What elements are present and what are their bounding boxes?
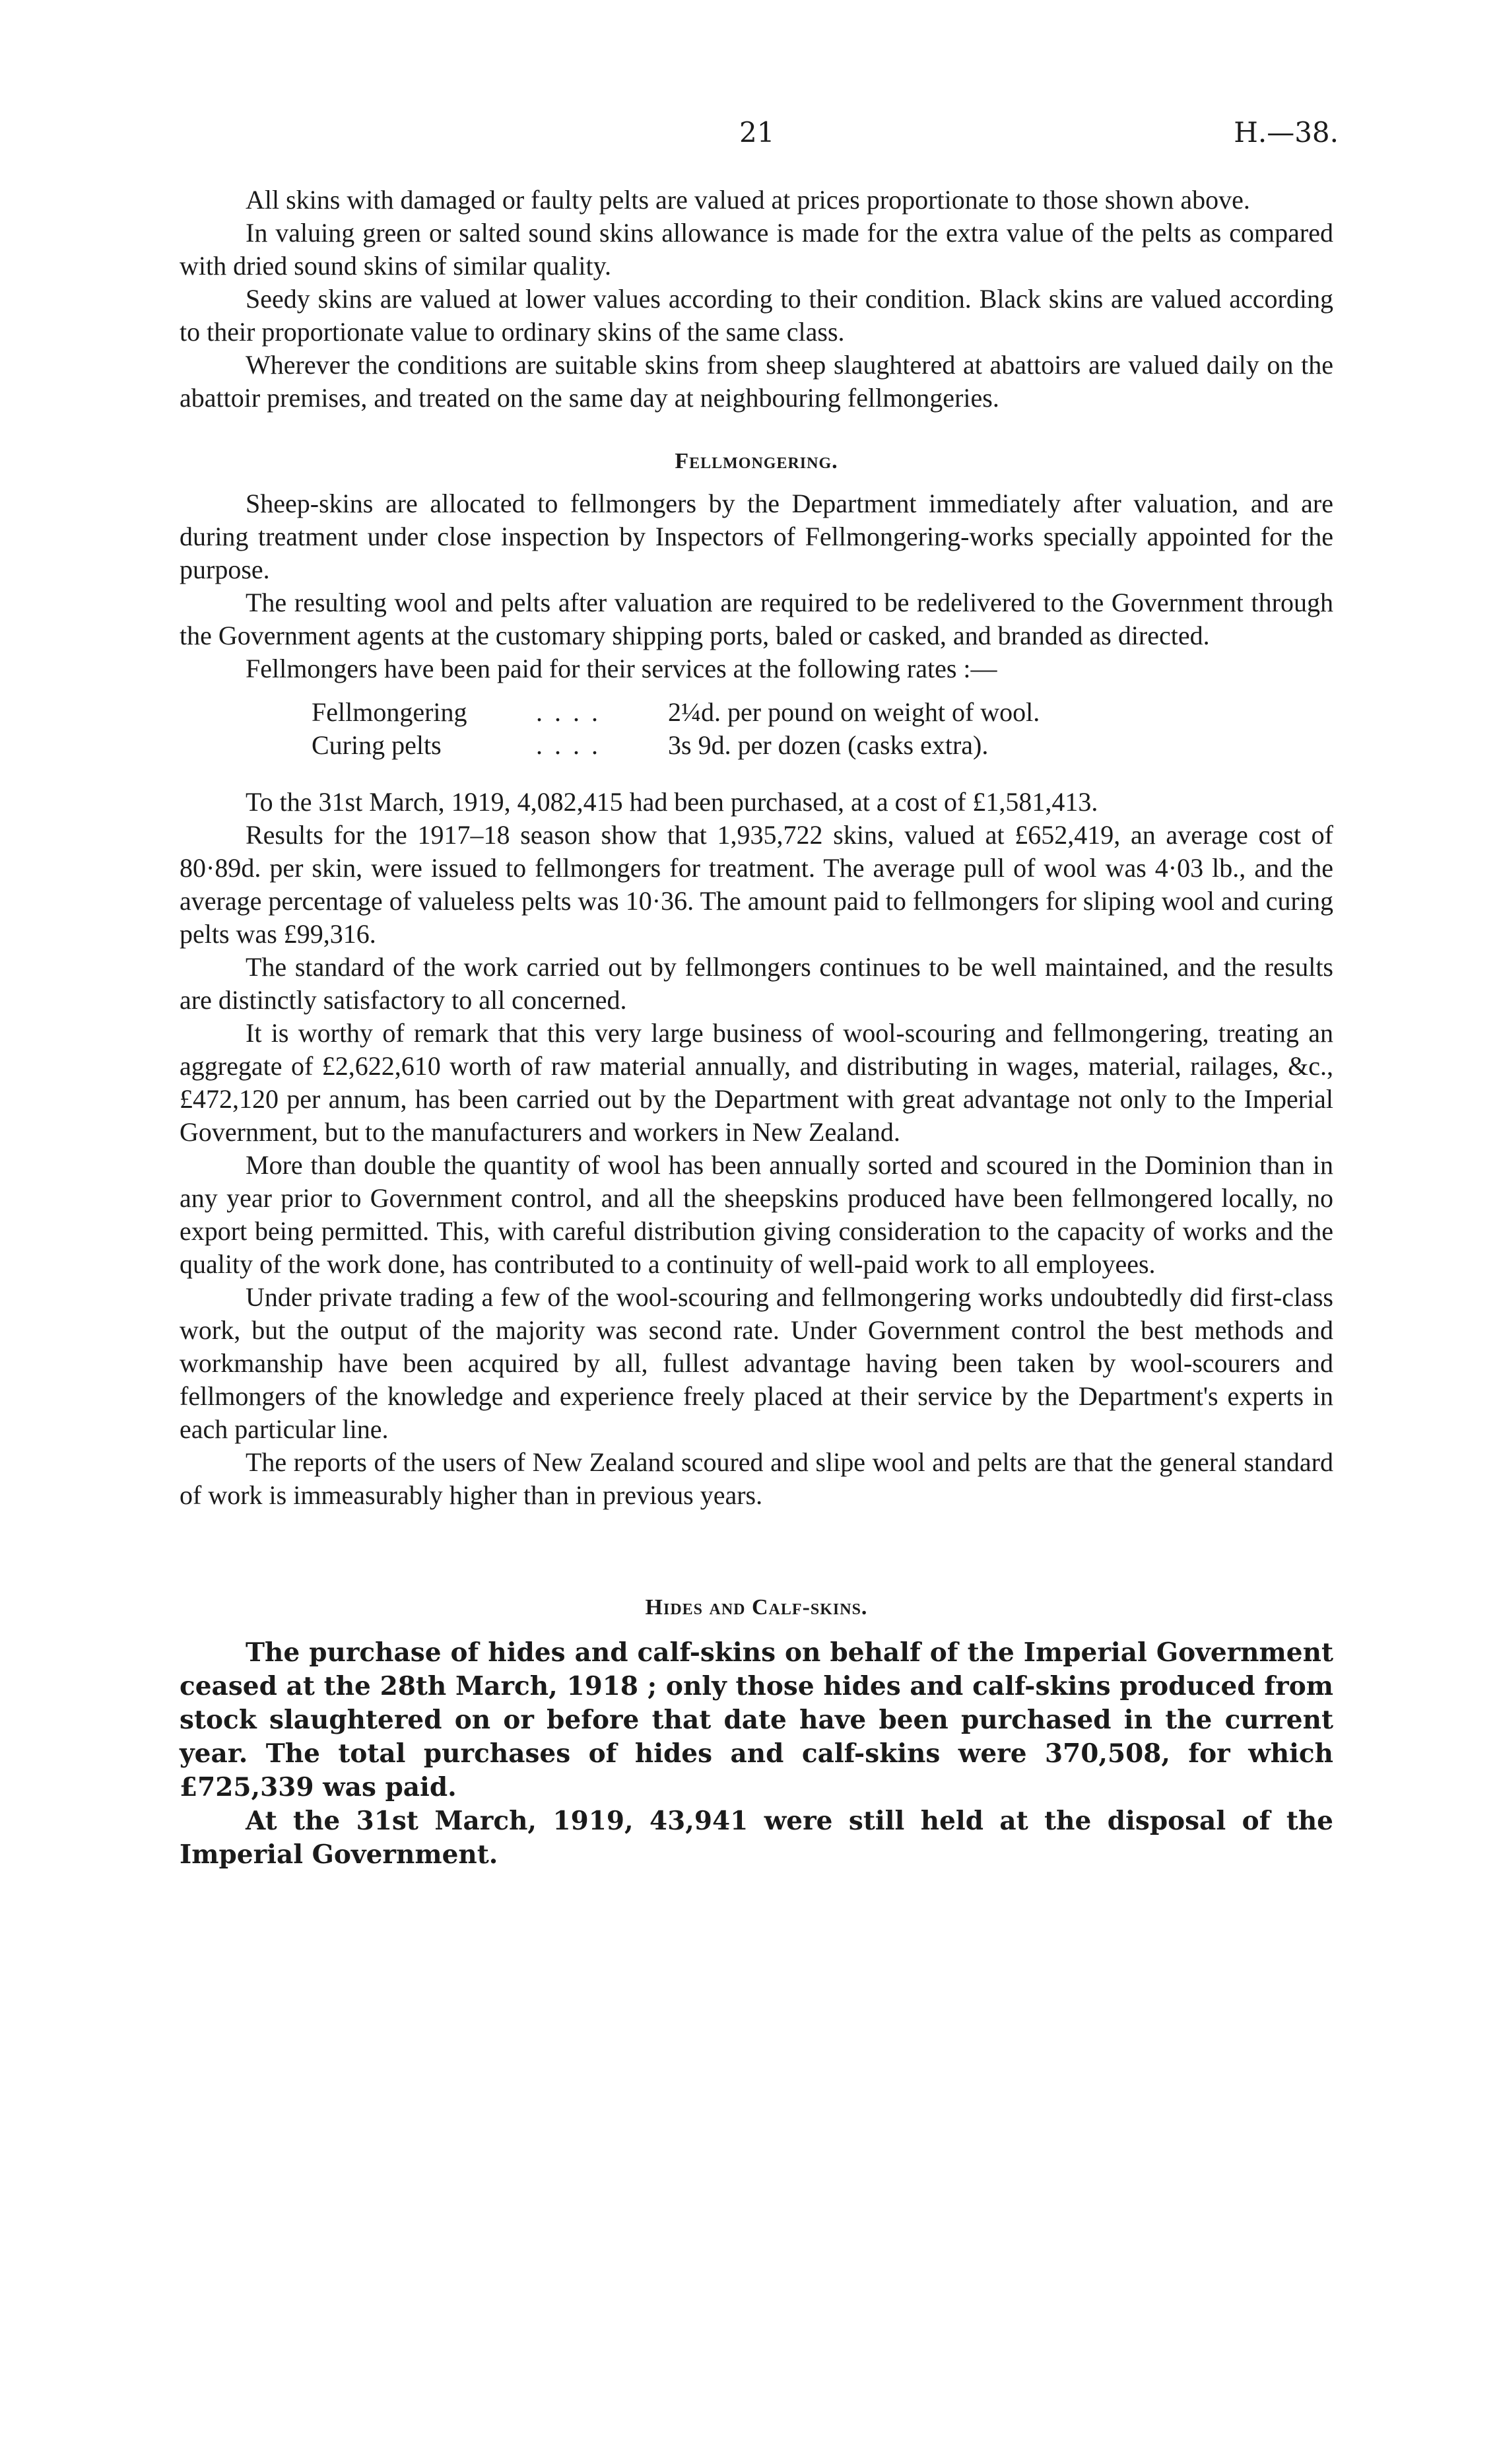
paragraph: Results for the 1917–18 season show that 1,935,722 skins, valued at £652,419, an average cost of 80·89d. per skin, were issued to fellmongers for treatment. The average pull of wool was 4·03 lb., and the average percentage of valueless pelts was 10·36. The amount paid to fellmongers for sliping wool and curing pelts was £99,316. [180,820,1333,949]
page-number: 21 [739,116,775,149]
rate-leader-dots: . . . . [536,730,601,760]
paragraph: Wherever the conditions are suitable skins from sheep slaughtered at abattoirs are valued daily on the abattoir premises, and treated on the same day at neighbouring fellmongeries. [180,350,1333,413]
paragraph: At the 31st March, 1919, 43,941 were still held at the disposal of the Imperial Government. [180,1806,1333,1870]
rate-row [312,696,1040,729]
paragraph: The reports of the users of New Zealand scoured and slipe wool and pelts are that the general standard of work is immeasurably higher than in previous years. [180,1447,1333,1510]
paper-reference: H.—38. [1234,116,1339,149]
paragraph: In valuing green or salted sound skins allowance is made for the extra value of the pelts as compared with dried sound skins of similar quality. [180,218,1333,281]
paragraph: Sheep-skins are allocated to fellmongers by the Department immediately after valuation, and are during treatment under close inspection by Inspectors of Fellmongering-works specially appointed for the purpose. [180,489,1333,584]
opening-section [180,184,1333,415]
rate-row [312,729,1040,762]
rate-label: Curing pelts [312,730,442,760]
rate-value: 2¼d. per pound on weight of wool. [668,697,1040,727]
page-body [180,184,1333,1872]
paragraph: The purchase of hides and calf-skins on behalf of the Imperial Government ceased at the 28th March, 1918 ; only those hides and calf-skins produced from stock slaughtered on or before that date have been purchased in the current year. The total purchases of hides and calf-skins were 370,508, for which £725,339 was paid. [180,1637,1333,1802]
paragraph: All skins with damaged or faulty pelts are valued at prices proportionate to those shown above. [246,185,1250,215]
paragraph: To the 31st March, 1919, 4,082,415 had been purchased, at a cost of £1,581,413. [246,787,1098,817]
rates-table [312,696,1040,762]
rate-label: Fellmongering [312,697,467,727]
page-header [0,116,1497,156]
paragraph: More than double the quantity of wool has been annually sorted and scoured in the Dominion than in any year prior to Government control, and all the sheepskins produced have been fellmongered locally, no export being permitted. This, with careful distribution giving consideration to the capacity of works and the quality of the work done, has contributed to a continuity of well-paid work to all employees. [180,1150,1333,1279]
fellmongering-section [180,445,1333,1512]
section-heading: Hides and Calf-skins. [645,1595,868,1620]
rate-leader-dots: . . . . [536,697,601,727]
rate-value: 3s 9d. per dozen (casks extra). [668,730,989,760]
paragraph: The standard of the work carried out by fellmongers continues to be well maintained, and the results are distinctly satisfactory to all concerned. [180,952,1333,1015]
paragraph: It is worthy of remark that this very large business of wool-scouring and fellmongering, treating an aggregate of £2,622,610 worth of raw material annually, and distributing in wages, material, railages, &c., £472,120 per annum, has been carried out by the Department with great advantage not only to the Imperial Government, but to the manufacturers and workers in New Zealand. [180,1018,1333,1147]
paragraph: Under private trading a few of the wool-scouring and fellmongering works undoubtedly did first-class work, but the output of the majority was second rate. Under Government control the best methods and workmanship have been acquired by all, fullest advantage having been taken by wool-scourers and fellmongers of the knowledge and experience freely placed at their service by the Department's experts in each particular line. [180,1282,1333,1444]
paragraph: Fellmongers have been paid for their services at the following rates :— [246,654,997,683]
paragraph: Seedy skins are valued at lower values according to their condition. Black skins are valued according to their proportionate value to ordinary skins of the same class. [180,284,1333,347]
section-heading: Fellmongering. [675,449,838,473]
paragraph: The resulting wool and pelts after valuation are required to be redelivered to the Government through the Government agents at the customary shipping ports, baled or casked, and branded as directed. [180,588,1333,650]
hides-section [180,1591,1333,1872]
